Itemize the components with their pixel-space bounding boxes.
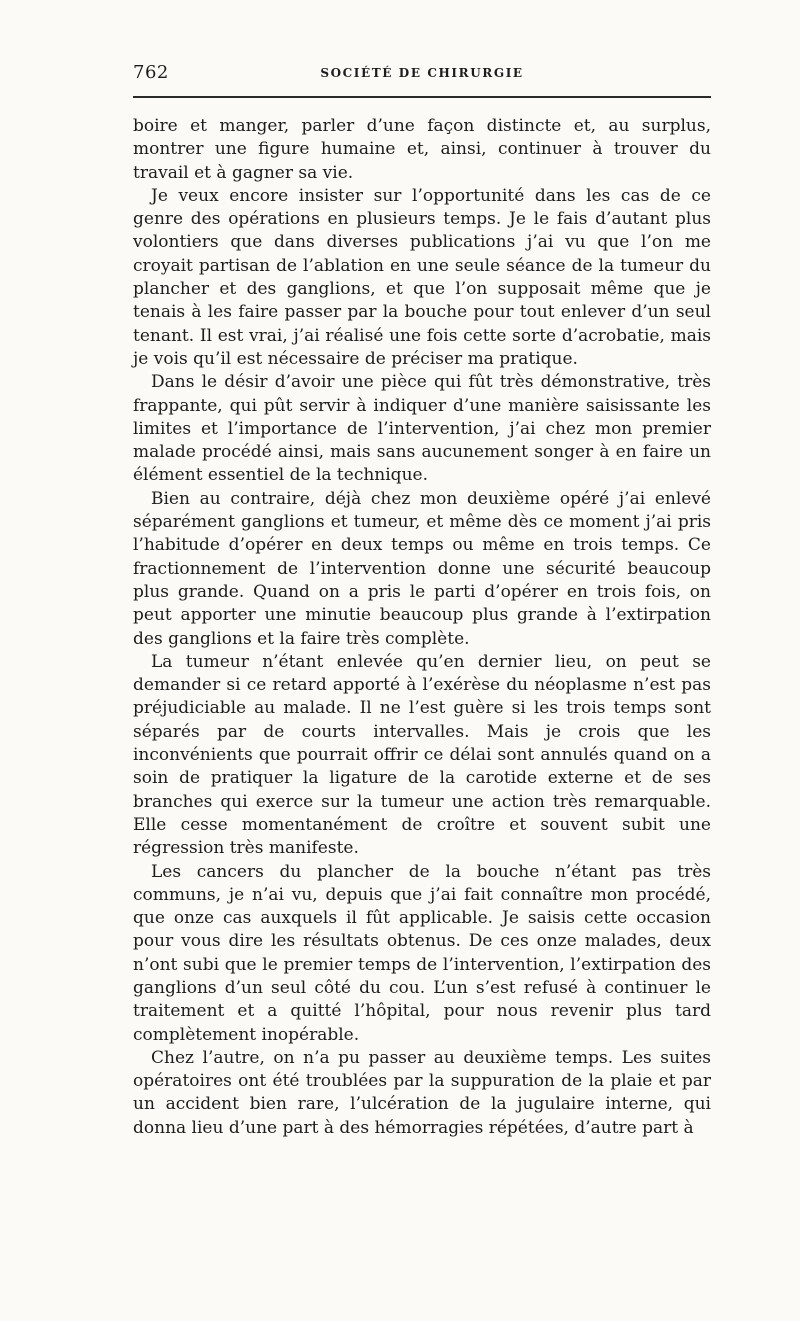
paragraph-5: La tumeur n’étant enlevée qu’en dernier lieu, on peut se demander si ce retard apporté à l’exérèse du néoplasme n’est pas préjudiciable au malade. Il ne l’est guère si les trois temps sont séparés par de courts intervalles. Mais je crois que les inconvénients que pourrait offrir ce délai sont annulés quand on a soin de pratiquer la ligature de la carotide externe et de ses branches qui exerce sur la tumeur une action très remarquable. Elle cesse momentanément de croître et souvent subit une régression très manifeste. bbox=[133, 651, 711, 859]
paragraph-3: Dans le désir d’avoir une pièce qui fût très démonstrative, très frappante, qui pût servir à indiquer d’une manière saisissante les limites et l’importance de l’intervention, j’ai chez mon premier malade procédé ainsi, mais sans aucunement songer à en faire un élément essentiel de la technique. bbox=[133, 372, 711, 486]
paragraph-7: Chez l’autre, on n’a pu passer au deuxième temps. Les suites opératoires ont été troublées par la suppuration de la plaie et par un accident bien rare, l’ulcération de la jugulaire interne, qui donna lieu d’une part à des hémorragies répétées, d’autre part à bbox=[133, 1047, 711, 1138]
paragraph-4: Bien au contraire, déjà chez mon deuxième opéré j’ai enlevé séparément ganglions et tumeur, et même dès ce moment j’ai pris l’habitude d’opérer en deux temps ou même en trois temps. Ce fractionnement de l’intervention donne une sécurité beaucoup plus grande. Quand on a pris le parti d’opérer en trois fois, on peut apporter une minutie beaucoup plus grande à l’extirpation des ganglions et la faire très complète. bbox=[133, 488, 711, 649]
header-rule bbox=[133, 96, 711, 98]
page-header bbox=[133, 58, 711, 98]
paragraph-2: Je veux encore insister sur l’opportunité dans les cas de ce genre des opérations en plusieurs temps. Je le fais d’autant plus volontiers que dans diverses publications j’ai vu que l’on me croyait partisan de l’ablation en une seule séance de la tumeur du plancher et des ganglions, et que l’on supposait même que je tenais à les faire passer par la bouche pour tout enlever d’un seul tenant. Il est vrai, j’ai réalisé une fois cette sorte d’acrobatie, mais je vois qu’il est nécessaire de préciser ma pratique. bbox=[133, 185, 711, 369]
paragraph-6: Les cancers du plancher de la bouche n’étant pas très communs, je n’ai vu, depuis que j’ai fait connaître mon procédé, que onze cas auxquels il fût applicable. Je saisis cette occasion pour vous dire les résultats obtenus. De ces onze malades, deux n’ont subi que le premier temps de l’intervention, l’extirpation des ganglions d’un seul côté du cou. L’un s’est refusé à continuer le traitement et a quitté l’hôpital, pour nous revenir plus tard complètement inopérable. bbox=[133, 861, 711, 1045]
running-head: SOCIÉTÉ DE CHIRURGIE bbox=[320, 66, 524, 80]
paragraph-1: boire et manger, parler d’une façon distincte et, au surplus, montrer une figure humaine et, ainsi, continuer à trouver du travail et à gagner sa vie. bbox=[133, 116, 711, 183]
body-text bbox=[133, 115, 711, 1140]
page-number: 762 bbox=[133, 62, 169, 83]
